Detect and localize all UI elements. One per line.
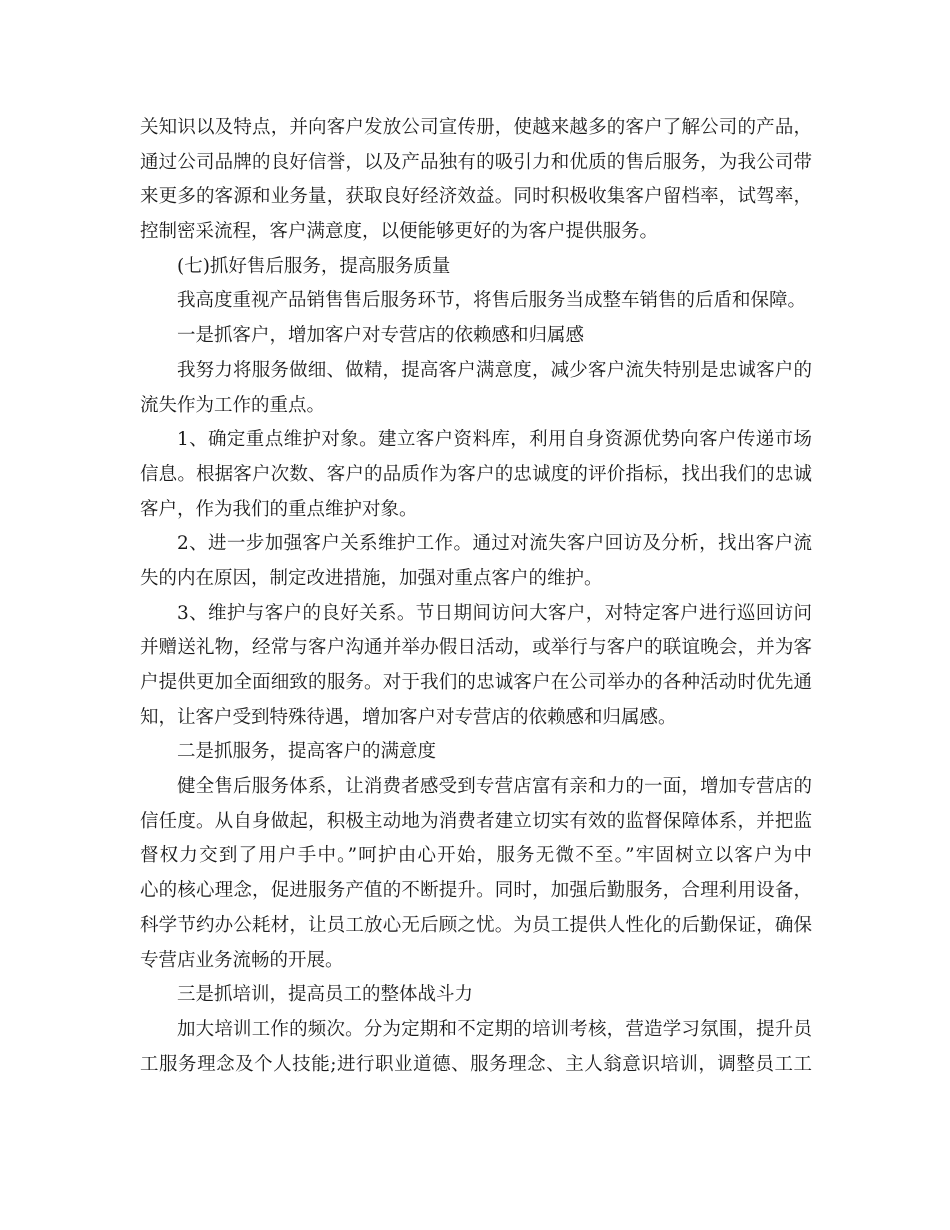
text-line: 3、维护与客户的良好关系。节日期间访问大客户，对特定客户进行巡回访问 [177,602,812,624]
subsection-heading: 二是抓服务，提高客户的满意度 [177,741,437,763]
document-body [140,111,812,1082]
text-line: 并赠送礼物，经常与客户沟通并举办假日活动，或举行与客户的联谊晚会，并为客 [140,637,812,659]
text-line: 户提供更加全面细致的服务。对于我们的忠诚客户在公司举办的各种活动时优先通 [140,672,812,693]
text-line: 工服务理念及个人技能;进行职业道德、服务理念、主人翁意识培训，调整员工工 [140,1053,812,1075]
text-line: 1、确定重点维护对象。建立客户资料库，利用自身资源优势向客户传递市场 [177,429,812,451]
section-heading: (七)抓好售后服务，提高服务质量 [177,255,451,277]
text-line: 来更多的客源和业务量，获取良好经济效益。同时积极收集客户留档率，试驾率， [140,186,812,208]
text-line: 2、进一步加强客户关系维护工作。通过对流失客户回访及分析，找出客户流 [177,533,812,555]
text-line: 关知识以及特点，并向客户发放公司宣传册，使越来越多的客户了解公司的产品， [140,117,812,138]
text-line: 信任度。从自身做起，积极主动地为消费者建立切实有效的监督保障体系，并把监 [140,810,812,832]
subsection-heading: 三是抓培训，提高员工的整体战斗力 [177,984,474,1006]
text-line: 流失作为工作的重点。 [140,394,326,416]
text-line: 客户，作为我们的重点维护对象。 [140,498,418,520]
subsection-heading: 一是抓客户，增加客户对专营店的依赖感和归属感 [177,325,585,347]
text-line: 健全售后服务体系，让消费者感受到专营店富有亲和力的一面，增加专营店的 [177,776,812,798]
text-line: 信息。根据客户次数、客户的品质作为客户的忠诚度的评价指标，找出我们的忠诚 [140,463,812,485]
text-line: 失的内在原因，制定改进措施，加强对重点客户的维护。 [140,567,603,589]
text-line: 知，让客户受到特殊待遇，增加客户对专营店的依赖感和归属感。 [140,706,677,728]
text-line: 督权力交到了用户手中。”呵护由心开始，服务无微不至。”牢固树立以客户为中 [140,845,812,867]
text-line: 科学节约办公耗材，让员工放心无后顾之忧。为员工提供人性化的后勤保证，确保 [140,914,812,936]
text-line: 控制密采流程，客户满意度，以便能够更好的为客户提供服务。 [140,221,659,243]
text-line: 专营店业务流畅的开展。 [140,949,344,971]
text-line: 通过公司品牌的良好信誉，以及产品独有的吸引力和优质的售后服务，为我公司带 [140,151,812,173]
text-line: 加大培训工作的频次。分为定期和不定期的培训考核，营造学习氛围，提升员 [177,1018,812,1040]
text-line: 心的核心理念，促进服务产值的不断提升。同时，加强后勤服务，合理利用设备， [140,880,812,902]
text-line: 我努力将服务做细、做精，提高客户满意度，减少客户流失特别是忠诚客户的 [177,359,812,381]
text-line: 我高度重视产品销售售后服务环节，将售后服务当成整车销售的后盾和保障。 [177,290,807,312]
